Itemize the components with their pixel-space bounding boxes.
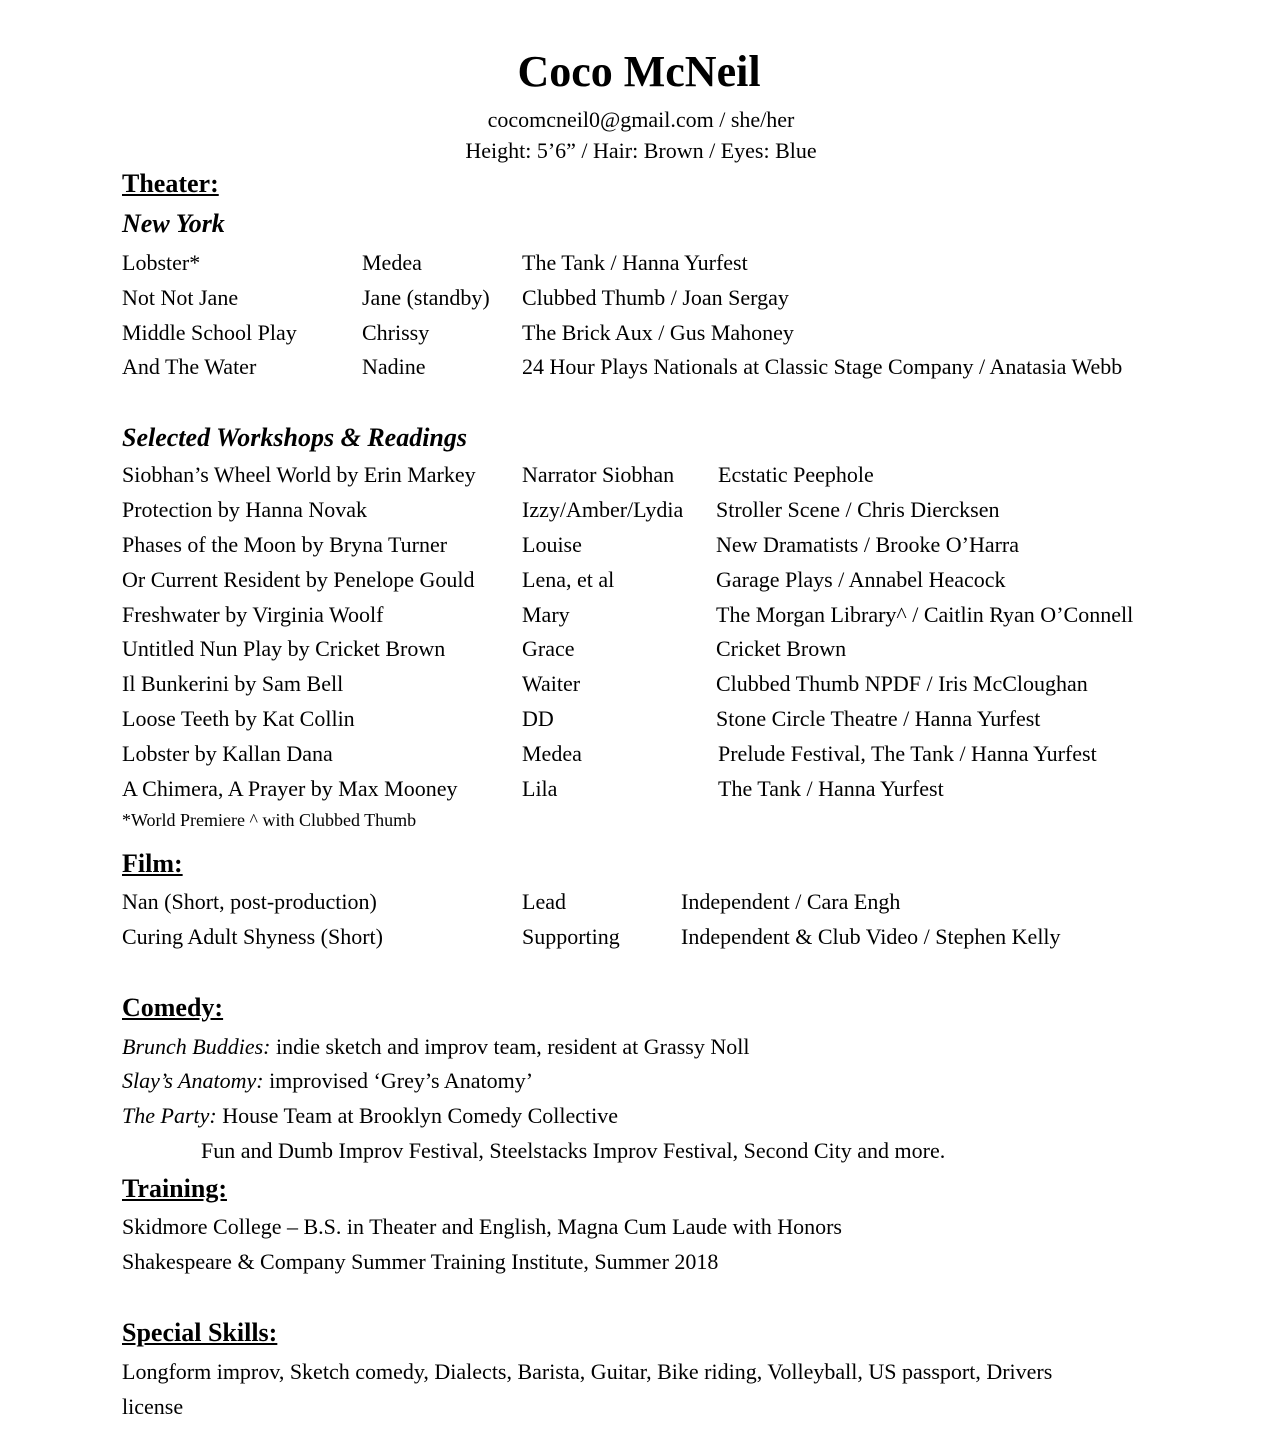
credit-role: DD (522, 706, 554, 731)
credit-role: Grace (522, 636, 575, 661)
credit-venue: Clubbed Thumb NPDF / Iris McCloughan (716, 671, 1088, 696)
credit-venue: Ecstatic Peephole (718, 462, 874, 487)
credit-venue: Cricket Brown (716, 636, 847, 661)
film-heading: Film: (122, 849, 183, 878)
credit-venue: Stone Circle Theatre / Hanna Yurfest (716, 706, 1041, 731)
stats-line: Height: 5’6” / Hair: Brown / Eyes: Blue (465, 138, 817, 163)
credit-title: Freshwater by Virginia Woolf (122, 602, 384, 627)
credit-venue: The Tank / Hanna Yurfest (718, 776, 944, 801)
credit-venue: 24 Hour Plays Nationals at Classic Stage Company / Anatasia Webb (522, 354, 1123, 379)
credit-title: Il Bunkerini by Sam Bell (122, 671, 344, 696)
credit-venue: Prelude Festival, The Tank / Hanna Yurfest (718, 741, 1097, 766)
new-york-heading: New York (122, 209, 225, 238)
credit-title: Untitled Nun Play by Cricket Brown (122, 636, 446, 661)
credit-venue: Garage Plays / Annabel Heacock (716, 567, 1006, 592)
credit-title: And The Water (122, 354, 257, 379)
training-line: Skidmore College – B.S. in Theater and English, Magna Cum Laude with Honors (122, 1214, 842, 1239)
credit-role: Medea (362, 250, 422, 275)
credit-venue: The Brick Aux / Gus Mahoney (522, 320, 794, 345)
credit-role: Izzy/Amber/Lydia (522, 497, 684, 522)
credit-role: Lead (522, 889, 566, 914)
credit-title: Nan (Short, post-production) (122, 889, 377, 914)
comedy-group-desc: improvised ‘Grey’s Anatomy’ (263, 1068, 534, 1093)
credit-venue: Clubbed Thumb / Joan Sergay (522, 285, 789, 310)
credit-role: Nadine (362, 354, 426, 379)
skills-line: Longform improv, Sketch comedy, Dialects, Barista, Guitar, Bike riding, Volleyball, US passport, Drivers (122, 1359, 1053, 1384)
credit-venue: Independent & Club Video / Stephen Kelly (681, 924, 1061, 949)
comedy-item (122, 1036, 749, 1058)
credit-title: Not Not Jane (122, 285, 239, 310)
credit-title: Loose Teeth by Kat Collin (122, 706, 355, 731)
credit-title: Or Current Resident by Penelope Gould (122, 567, 475, 592)
credit-role: Supporting (522, 924, 620, 949)
credit-title: Curing Adult Shyness (Short) (122, 924, 383, 949)
comedy-group-name: Slay’s Anatomy: (122, 1068, 264, 1093)
skills-line-continued: license (122, 1394, 184, 1419)
credit-venue: Stroller Scene / Chris Diercksen (716, 497, 1000, 522)
comedy-group-desc: indie sketch and improv team, resident at Grassy Noll (270, 1034, 750, 1059)
workshops-heading: Selected Workshops & Readings (122, 423, 468, 452)
credit-venue: New Dramatists / Brooke O’Harra (716, 532, 1020, 557)
training-heading: Training: (122, 1174, 227, 1203)
comedy-festivals: Fun and Dumb Improv Festival, Steelstacks Improv Festival, Second City and more. (201, 1138, 946, 1163)
comedy-item (122, 1070, 533, 1092)
credit-venue: The Tank / Hanna Yurfest (522, 250, 748, 275)
theater-heading: Theater: (122, 169, 219, 198)
footnote: *World Premiere ^ with Clubbed Thumb (122, 810, 417, 830)
credit-role: Waiter (522, 671, 581, 696)
credit-title: Lobster by Kallan Dana (122, 741, 333, 766)
credit-venue: Independent / Cara Engh (681, 889, 901, 914)
credit-role: Lila (522, 776, 558, 801)
credit-role: Louise (522, 532, 582, 557)
comedy-item (122, 1105, 618, 1127)
comedy-group-desc: House Team at Brooklyn Comedy Collective (216, 1103, 619, 1128)
comedy-group-name: Brunch Buddies: (122, 1034, 271, 1059)
credit-role: Mary (522, 602, 570, 627)
credit-title: Middle School Play (122, 320, 297, 345)
comedy-heading: Comedy: (122, 993, 224, 1022)
credit-venue: The Morgan Library^ / Caitlin Ryan O’Connell (716, 602, 1134, 627)
credit-role: Chrissy (362, 320, 430, 345)
credit-title: A Chimera, A Prayer by Max Mooney (122, 776, 458, 801)
comedy-group-name: The Party: (122, 1103, 217, 1128)
credit-title: Siobhan’s Wheel World by Erin Markey (122, 462, 476, 487)
credit-title: Phases of the Moon by Bryna Turner (122, 532, 448, 557)
credit-role: Jane (standby) (362, 285, 490, 310)
contact-line: cocomcneil0@gmail.com / she/her (487, 107, 795, 132)
credit-role: Lena, et al (522, 567, 615, 592)
credit-title: Lobster* (122, 250, 201, 275)
credit-role: Narrator Siobhan (522, 462, 675, 487)
resume-name: Coco McNeil (517, 47, 761, 96)
training-line: Shakespeare & Company Summer Training Institute, Summer 2018 (122, 1249, 719, 1274)
credit-role: Medea (522, 741, 582, 766)
credit-title: Protection by Hanna Novak (122, 497, 367, 522)
special-skills-heading: Special Skills: (122, 1318, 278, 1347)
